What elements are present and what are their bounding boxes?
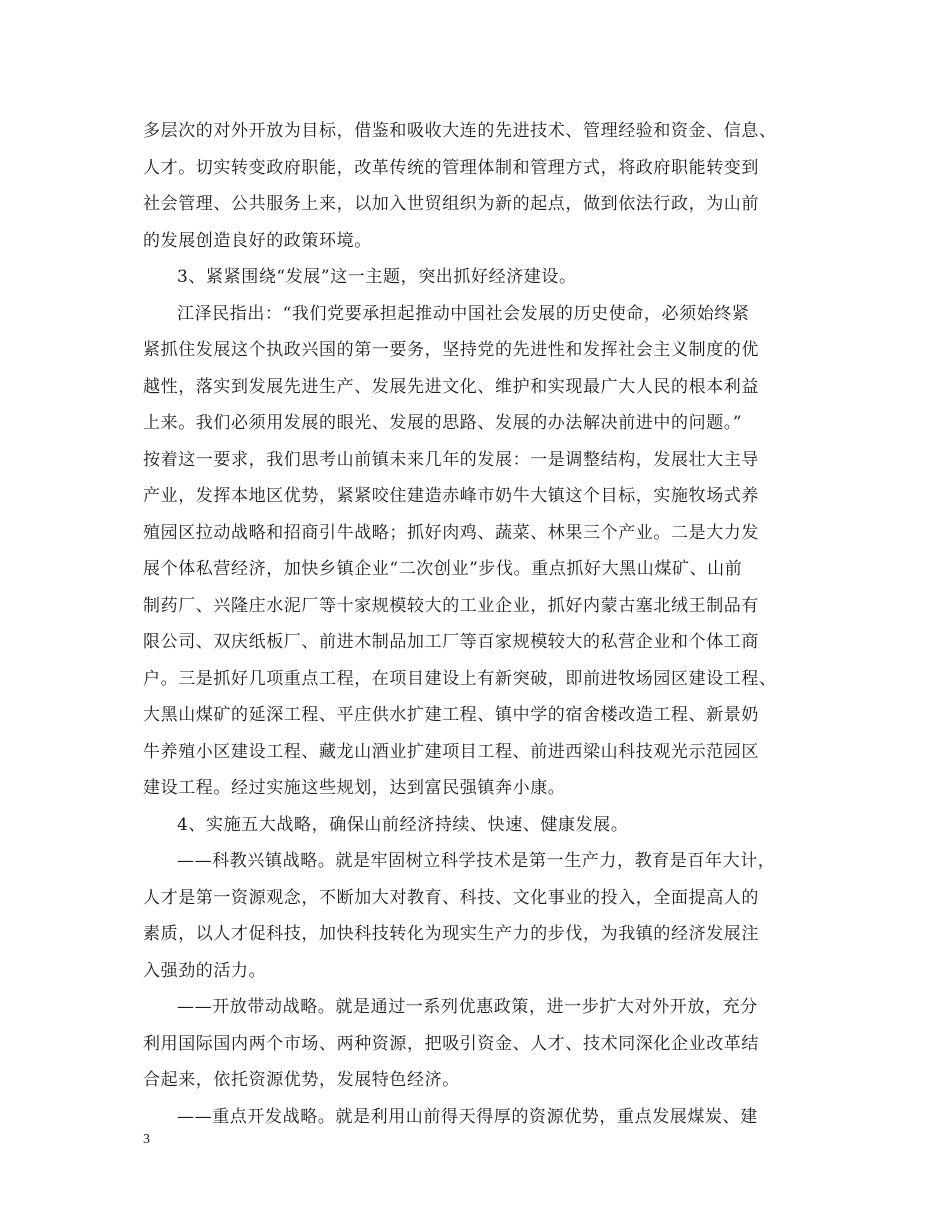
text-line: 建设工程。经过实施这些规划，达到富民强镇奔小康。: [143, 778, 566, 798]
text-line: 限公司、双庆纸板厂、前进木制品加工厂等百家规模较大的私营企业和个体工商: [143, 632, 759, 652]
text-line: 江泽民指出：“我们党要承担起推动中国社会发展的历史使命，必须始终紧: [177, 303, 750, 324]
text-line: 紧抓住发展这个执政兴国的第一要务，坚持党的先进性和发挥社会主义制度的优: [143, 340, 759, 360]
text-line: 展个体私营经济，加快乡镇企业“二次创业”步伐。重点抓好大黑山煤矿、山前: [143, 559, 743, 579]
text-line: 多层次的对外开放为目标，借鉴和吸收大连的先进技术、管理经验和资金、信息、: [143, 121, 777, 141]
text-line: 越性，落实到发展先进生产、发展先进文化、维护和实现最广大人民的根本利益: [143, 376, 759, 397]
text-line: ——科教兴镇战略。就是牢固树立科学技术是第一生产力，教育是百年大计，: [177, 851, 776, 871]
text-line: 殖园区拉动战略和招商引牛战略；抓好肉鸡、蔬菜、林果三个产业。二是大力发: [143, 522, 759, 543]
text-line: 人才。切实转变政府职能，改革传统的管理体制和管理方式，将政府职能转变到: [143, 157, 759, 178]
text-line: ——开放带动战略。就是通过一系列优惠政策，进一步扩大对外开放，充分: [177, 997, 758, 1017]
text-line: ——重点开发战略。就是利用山前得天得厚的资源优势，重点发展煤炭、建: [177, 1106, 758, 1127]
page-number: 3: [143, 1132, 150, 1147]
text-line: 入强劲的活力。: [143, 960, 267, 981]
text-line: 人才是第一资源观念，不断加大对教育、科技、文化事业的投入，全面提高人的: [143, 887, 759, 908]
section-heading-3: 3、紧紧围绕“发展”这一主题，突出抓好经济建设。: [177, 267, 577, 287]
text-line: 户。三是抓好几项重点工程，在项目建设上有新突破，即前进牧场园区建设工程、: [143, 668, 777, 689]
text-line: 利用国际国内两个市场、两种资源，把吸引资金、人才、技术同深化企业改革结: [143, 1033, 759, 1054]
text-line: 社会管理、公共服务上来，以加入世贸组织为新的起点，做到依法行政，为山前: [143, 194, 759, 214]
text-line: 制药厂、兴隆庄水泥厂等十家规模较大的工业企业，抓好内蒙古塞北绒王制品有: [143, 595, 759, 616]
text-line: 牛养殖小区建设工程、藏龙山酒业扩建项目工程、前进西梁山科技观光示范园区: [143, 741, 759, 762]
text-line: 上来。我们必须用发展的眼光、发展的思路、发展的办法解决前进中的问题。”: [143, 413, 743, 433]
text-line: 合起来，依托资源优势，发展特色经济。: [143, 1070, 460, 1090]
section-heading-4: 4、实施五大战略，确保山前经济持续、快速、健康发展。: [177, 814, 629, 835]
body-text: [143, 113, 823, 1135]
text-line: 大黑山煤矿的延深工程、平庄供水扩建工程、镇中学的宿舍楼改造工程、新景奶: [143, 705, 759, 725]
text-line: 的发展创造良好的政策环境。: [143, 230, 372, 251]
text-line: 按着这一要求，我们思考山前镇未来几年的发展：一是调整结构，发展壮大主导: [143, 449, 759, 470]
text-line: 素质，以人才促科技，加快科技转化为现实生产力的步伐，为我镇的经济发展注: [143, 924, 759, 944]
text-line: 产业，发挥本地区优势，紧紧咬住建造赤峰市奶牛大镇这个目标，实施牧场式养: [143, 486, 759, 506]
